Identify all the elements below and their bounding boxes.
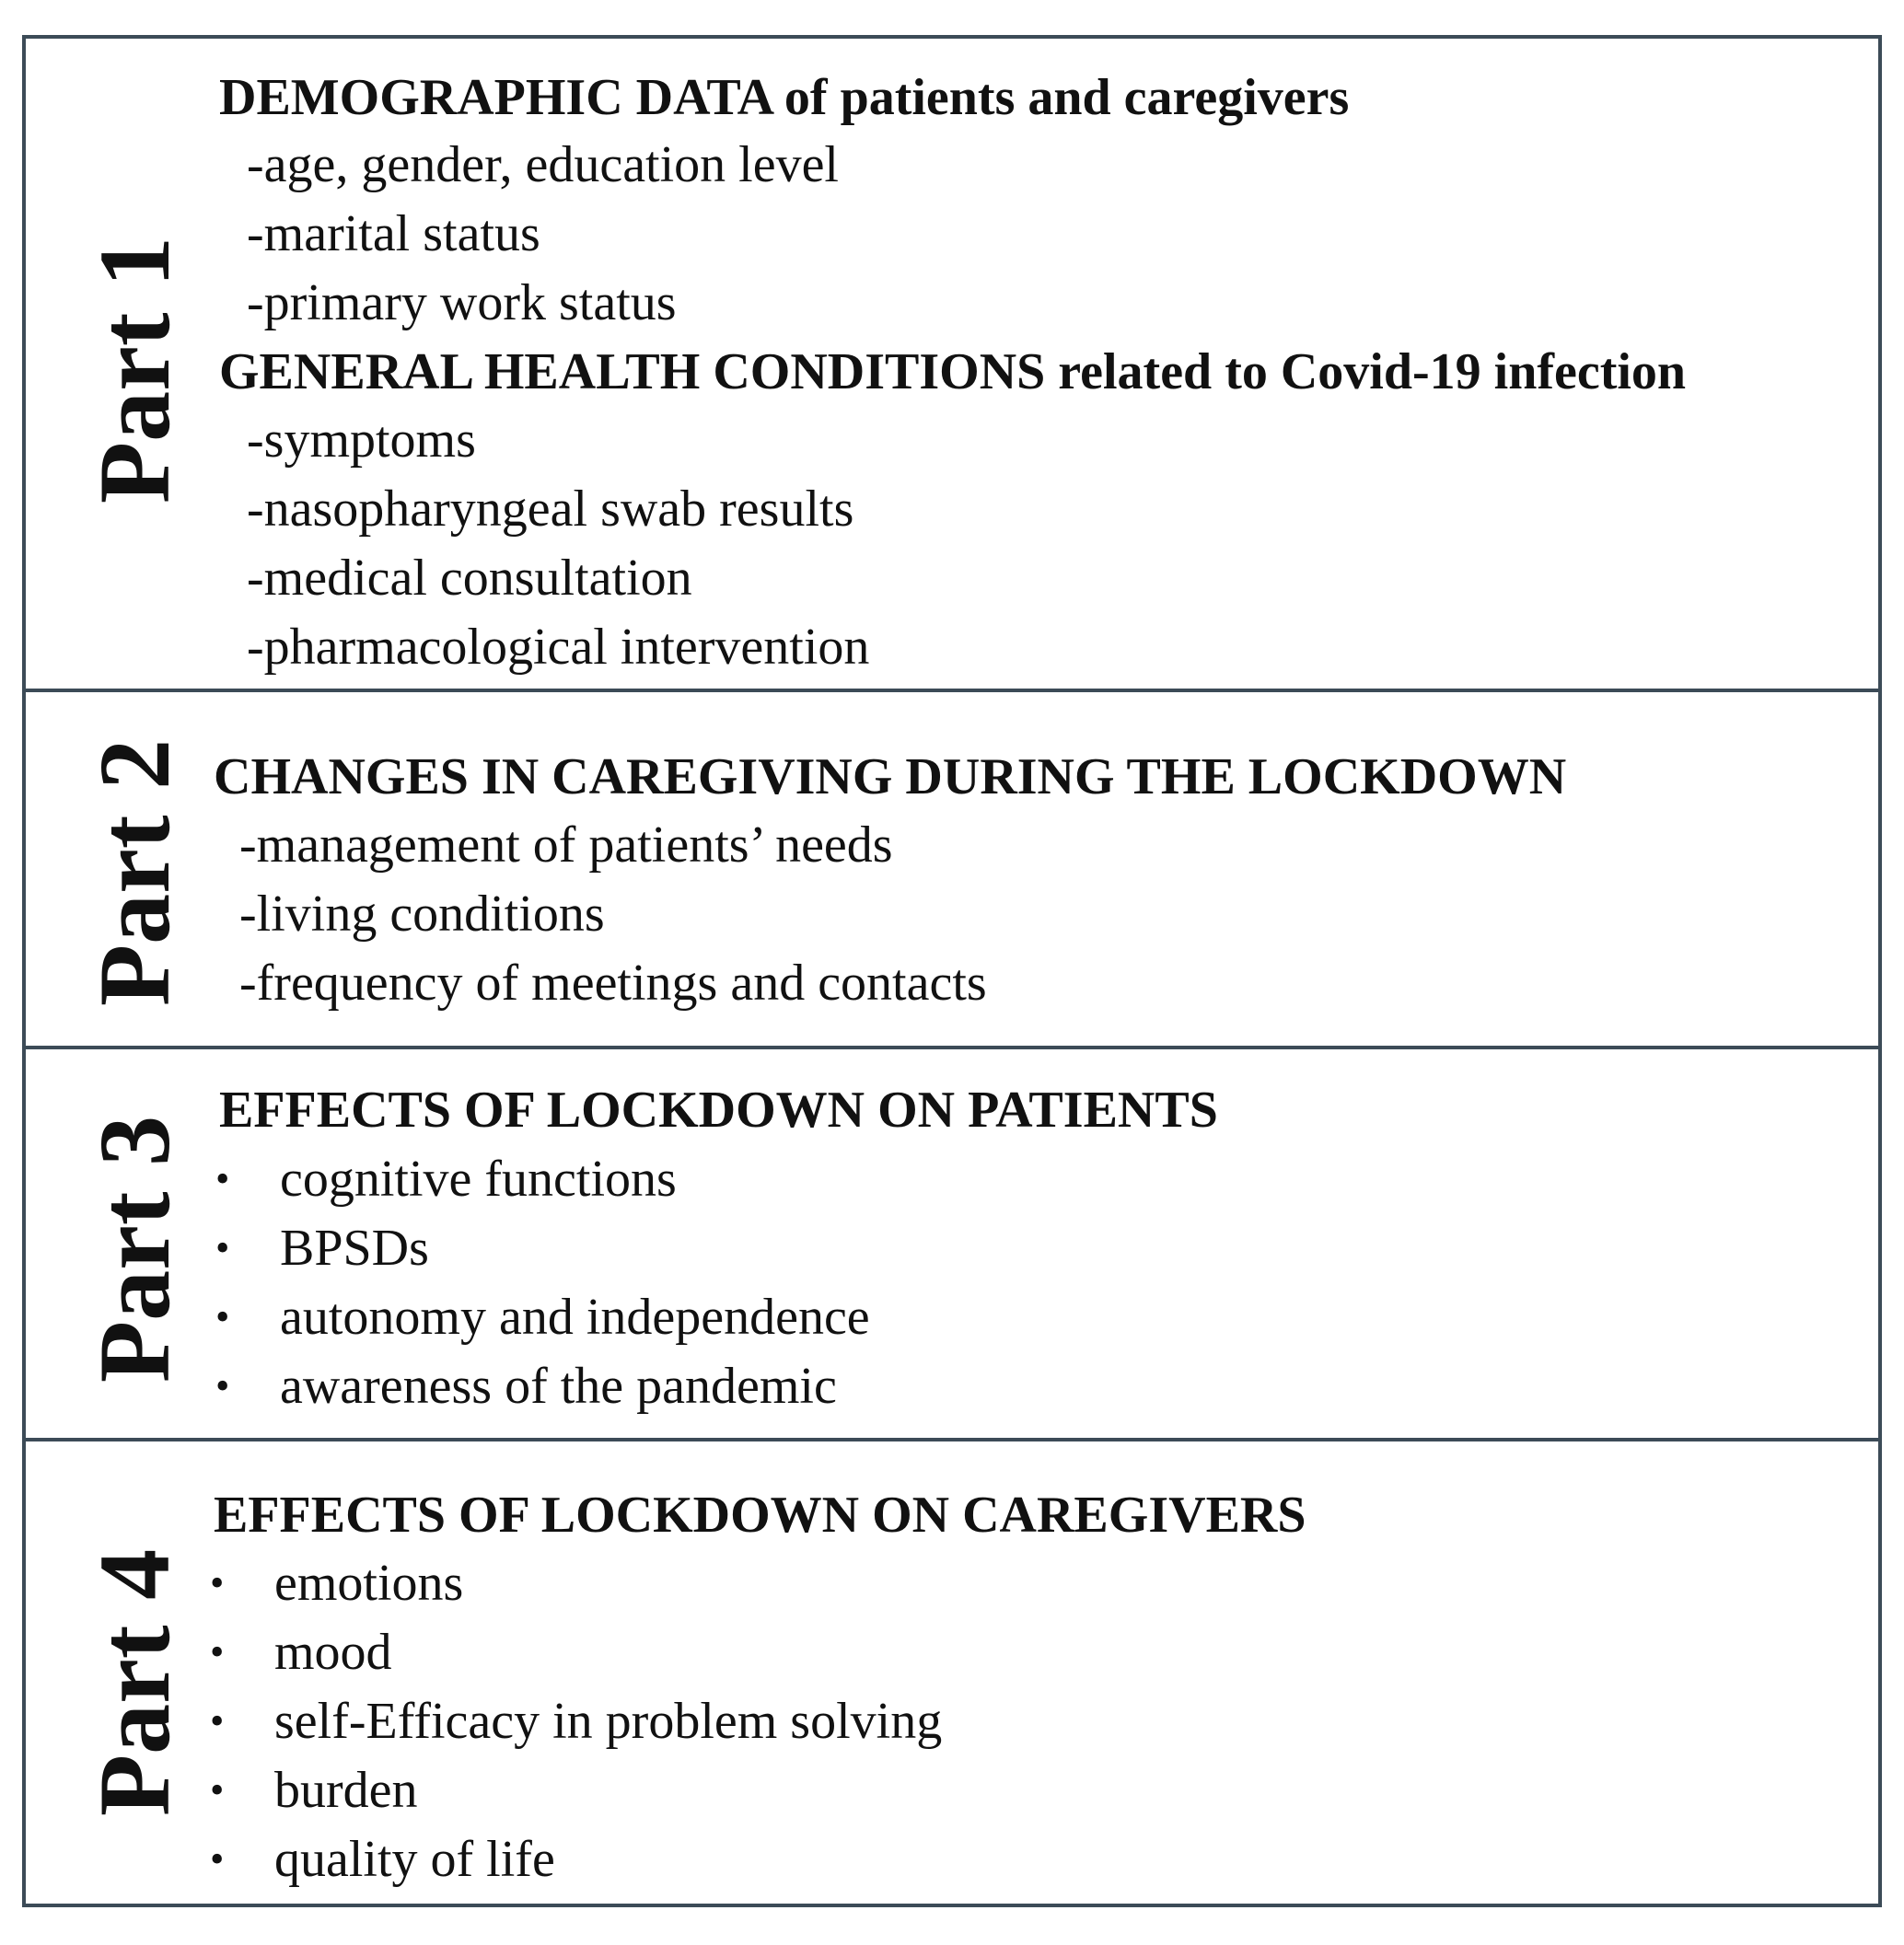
- part-2-label: Part 2: [78, 738, 191, 1007]
- bullet-text: self-Efficacy in problem solving: [274, 1693, 943, 1750]
- bullet-text: cognitive functions: [280, 1151, 677, 1208]
- bullet-text: awareness of the pandemic: [280, 1358, 837, 1415]
- bullet-icon: •: [215, 1225, 230, 1270]
- list-item: -marital status: [247, 205, 540, 262]
- general-health-heading: GENERAL HEALTH CONDITIONS related to Covid-19 infection: [219, 343, 1687, 400]
- bullet-icon: •: [210, 1629, 225, 1674]
- part-1-label: Part 1: [78, 236, 191, 504]
- bullet-icon: •: [210, 1560, 225, 1605]
- caregiving-changes-heading: CHANGES IN CAREGIVING DURING THE LOCKDOWN: [214, 748, 1567, 805]
- part-4-label: Part 4: [78, 1548, 191, 1817]
- list-item: -frequency of meetings and contacts: [239, 955, 987, 1012]
- bullet-text: quality of life: [274, 1831, 555, 1888]
- list-item: -primary work status: [247, 274, 677, 331]
- effects-on-patients-heading: EFFECTS OF LOCKDOWN ON PATIENTS: [219, 1082, 1218, 1139]
- bullet-text: BPSDs: [280, 1220, 429, 1277]
- list-item: -age, gender, education level: [247, 136, 839, 193]
- bullet-icon: •: [210, 1767, 225, 1812]
- part-3-label: Part 3: [78, 1115, 191, 1383]
- list-item: -pharmacological intervention: [247, 619, 870, 676]
- effects-on-caregivers-heading: EFFECTS OF LOCKDOWN ON CAREGIVERS: [214, 1487, 1306, 1544]
- list-item: -nasopharyngeal swab results: [247, 480, 854, 538]
- bullet-icon: •: [215, 1294, 230, 1339]
- bullet-text: autonomy and independence: [280, 1289, 870, 1346]
- bullet-text: burden: [274, 1762, 418, 1819]
- part-3-box: [22, 1046, 1882, 1441]
- bullet-icon: •: [215, 1156, 230, 1201]
- questionnaire-structure-diagram: [22, 35, 1882, 1907]
- list-item: -management of patients’ needs: [239, 816, 893, 874]
- list-item: -symptoms: [247, 411, 476, 469]
- list-item: -medical consultation: [247, 550, 692, 607]
- part-2-box: [22, 689, 1882, 1049]
- bullet-icon: •: [210, 1698, 225, 1743]
- bullet-text: emotions: [274, 1555, 464, 1612]
- bullet-icon: •: [215, 1363, 230, 1408]
- part-1-box: [22, 35, 1882, 692]
- part-4-box: [22, 1438, 1882, 1907]
- bullet-text: mood: [274, 1624, 392, 1681]
- list-item: -living conditions: [239, 886, 605, 943]
- bullet-icon: •: [210, 1836, 225, 1881]
- demographic-data-heading: DEMOGRAPHIC DATA of patients and caregivers: [219, 69, 1350, 126]
